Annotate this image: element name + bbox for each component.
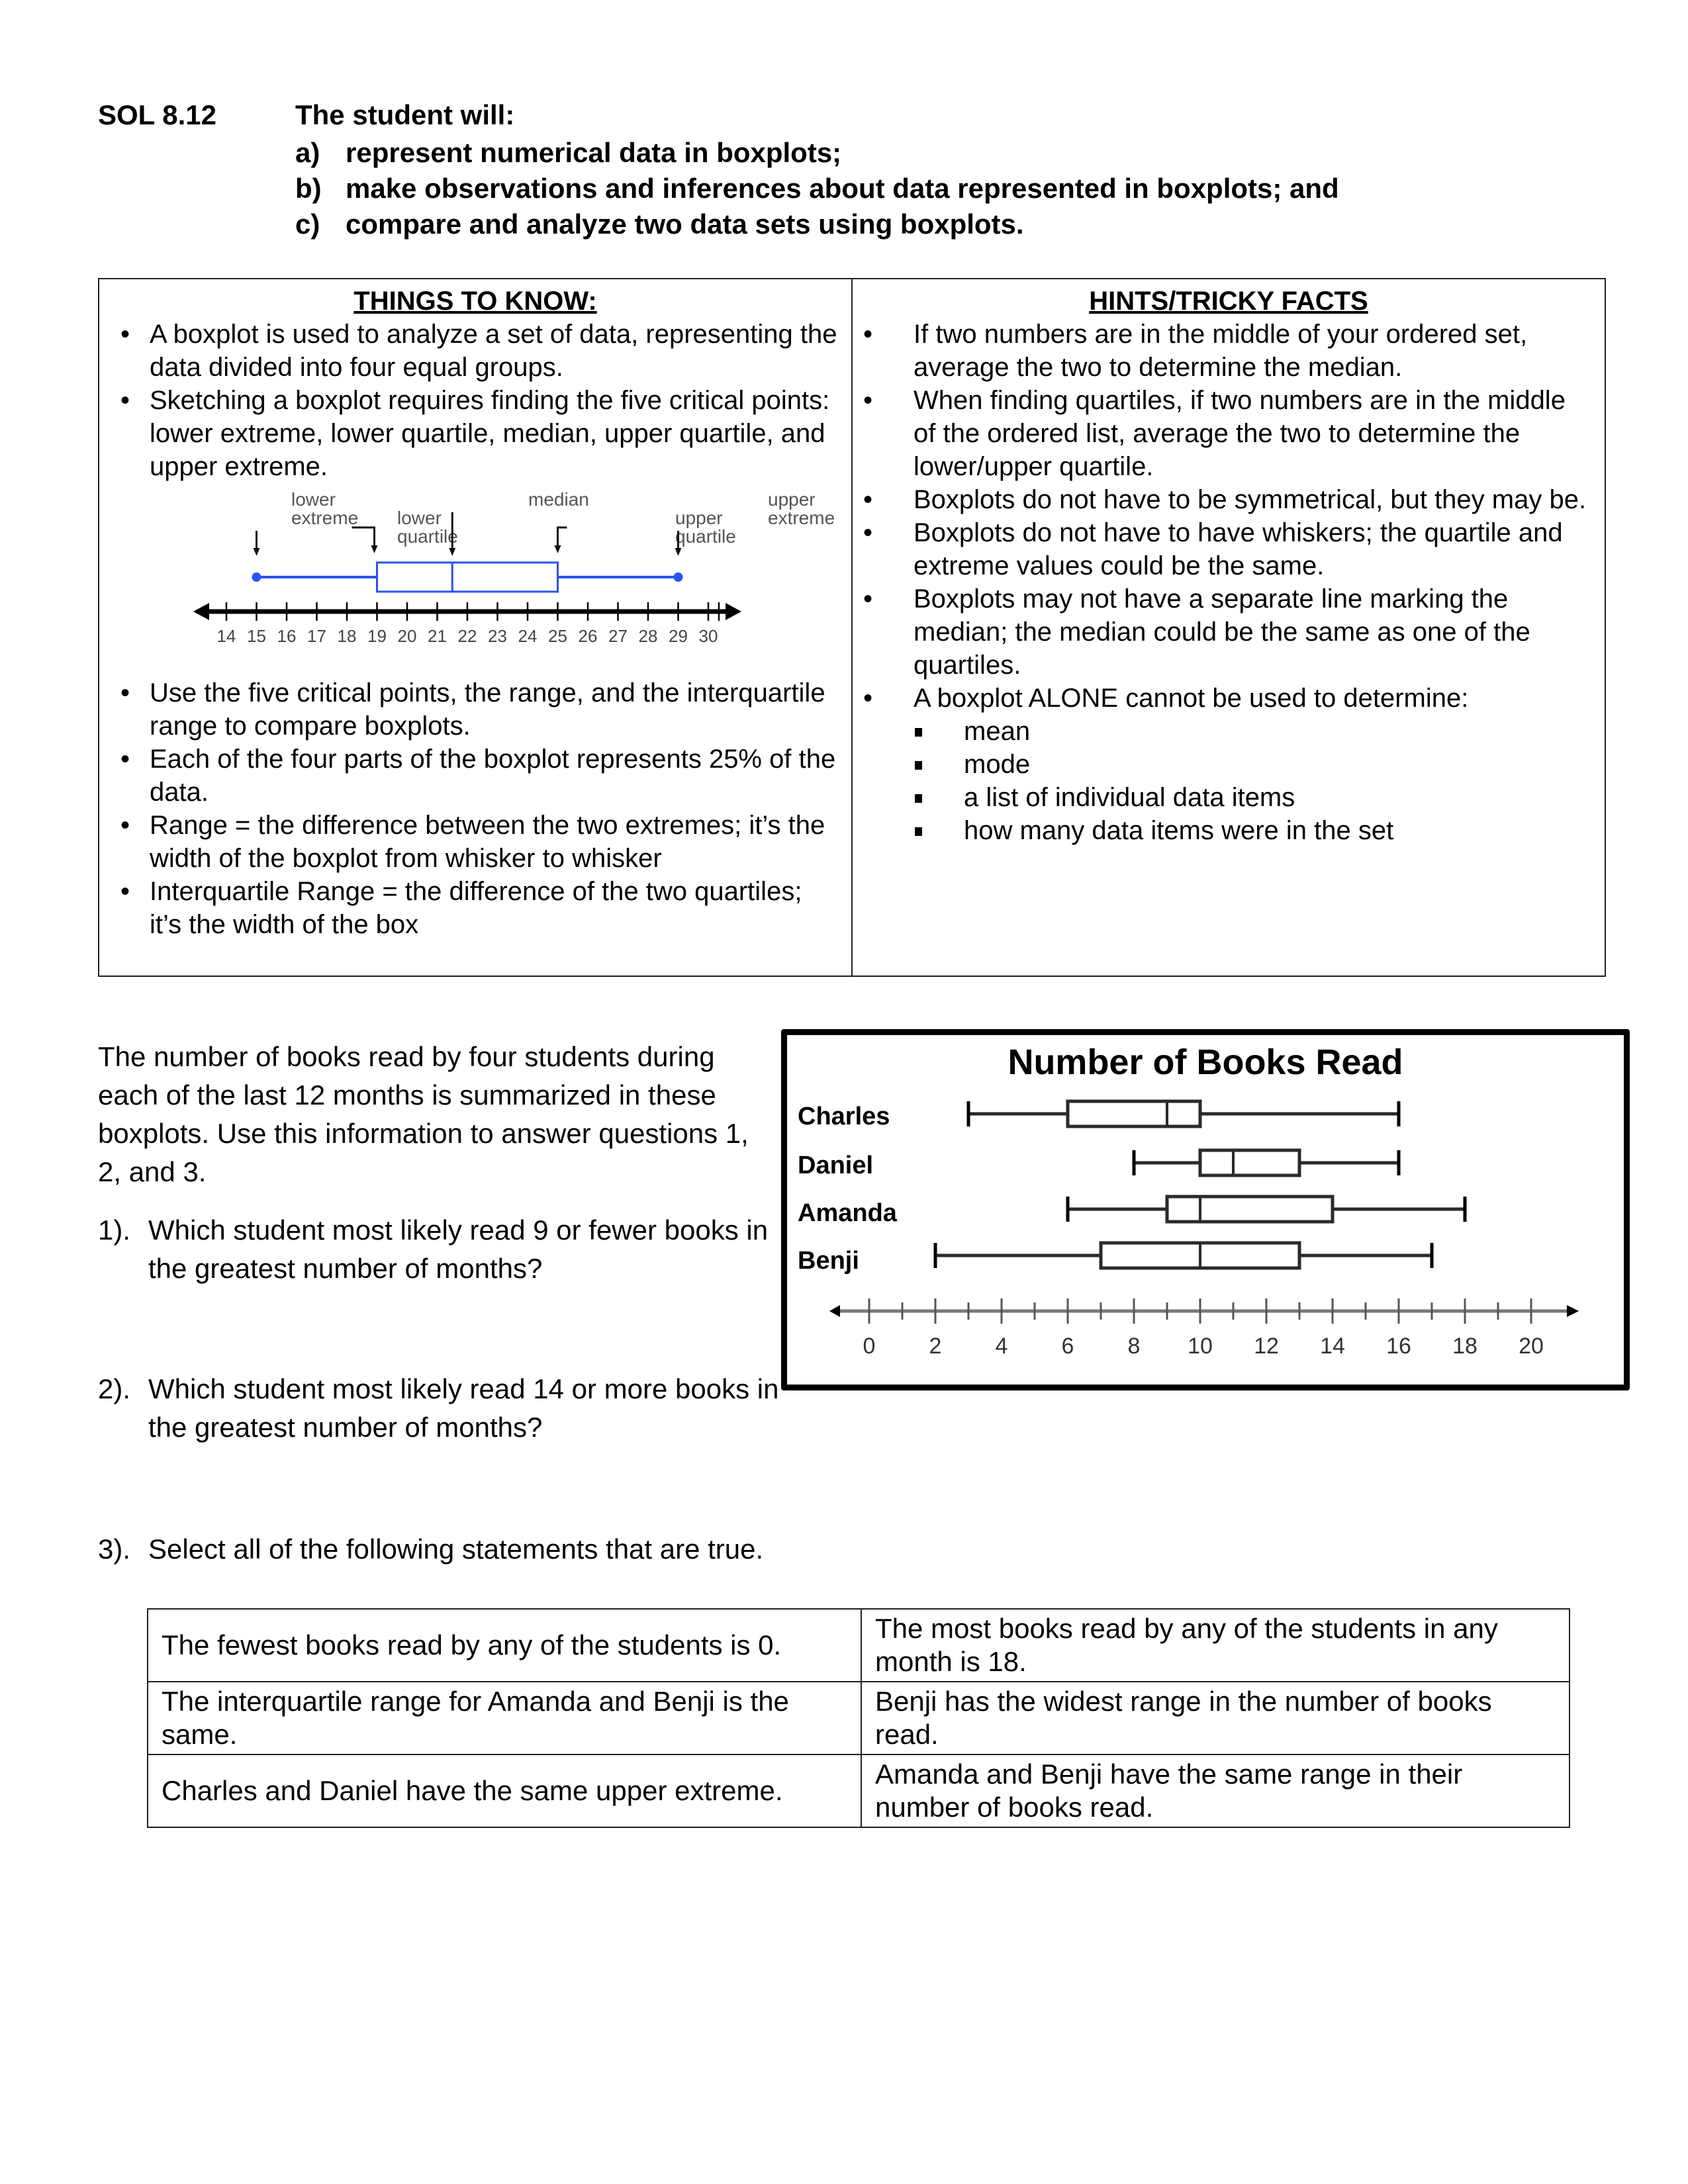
list-item: • Each of the four parts of the boxplot represents 25% of the data. [117,743,838,809]
row-label-charles: Charles [798,1103,890,1130]
question-text: Select all of the following statements that are true. [148,1533,764,1565]
list-item: • Boxplots may not have a separate line marking the median; the median could be the same as one of the quartiles. [853,582,1591,682]
svg-text:29: 29 [669,626,688,646]
question-number: 3). [98,1533,131,1565]
svg-text:19: 19 [367,626,387,646]
svg-text:16: 16 [277,626,297,646]
svg-text:2: 2 [929,1334,942,1359]
label-upper-extreme: upper extreme [768,491,835,528]
objective-item: a) represent numerical data in boxplots; [295,137,842,168]
list-item: • Sketching a boxplot requires finding the five critical points: lower extreme, lower quartile, median, upper quartile, and upper extreme. [117,384,838,483]
svg-text:22: 22 [457,626,477,646]
row-label-daniel: Daniel [798,1152,874,1179]
objective-item: c) compare and analyze two data sets using boxplots. [295,208,1024,240]
statements-table [147,1608,1570,1828]
list-item: • A boxplot ALONE cannot be used to determine: mean mode a list of individual data items how many data items were in the set [853,682,1591,847]
svg-text:20: 20 [1519,1334,1544,1359]
sub-list-item: mode [914,748,1591,781]
boxplot-benji [935,1243,1432,1268]
statement-cell[interactable]: The most books read by any of the students in any month is 18. [861,1609,1570,1682]
statement-cell[interactable]: Amanda and Benji have the same range in their number of books read. [861,1754,1570,1827]
statement-cell[interactable]: The interquartile range for Amanda and Benji is the same. [148,1682,861,1754]
sub-list-item: a list of individual data items [914,781,1591,814]
label-lower-quartile: lower quartile [397,508,458,547]
svg-text:12: 12 [1254,1334,1279,1359]
list-item: • Boxplots do not have to be symmetrical, but they may be. [853,483,1591,516]
row-label-amanda: Amanda [798,1199,897,1227]
list-item: • Use the five critical points, the range, and the interquartile range to compare boxplots. [117,676,838,743]
svg-text:27: 27 [608,626,628,646]
boxplot-daniel [1134,1150,1399,1175]
statement-cell[interactable]: The fewest books read by any of the students is 0. [148,1609,861,1682]
things-to-know-column [99,279,853,976]
svg-text:16: 16 [1386,1334,1411,1359]
boxplot-area [787,1035,1624,1385]
svg-text:10: 10 [1188,1334,1213,1359]
svg-text:30: 30 [698,626,718,646]
question-text: Which student most likely read 9 or fewer books in the greatest number of months? [148,1214,769,1284]
objective-item: b) make observations and inferences about data represented in boxplots; and [295,173,1339,204]
boxplot-charles [968,1101,1399,1126]
table-row [148,1682,1570,1754]
svg-text:6: 6 [1061,1334,1074,1359]
sub-list-item: mean [914,715,1591,748]
table-row [148,1754,1570,1827]
hints-column [853,279,1605,976]
svg-text:20: 20 [397,626,417,646]
things-to-know-list [99,318,851,483]
question-number: 1). [98,1214,131,1246]
question-2 [98,1370,800,1447]
objectives-list [295,135,1339,242]
list-item: • Boxplots do not have to have whiskers; the quartile and extreme values could be the same. [853,516,1591,582]
question-1 [98,1211,800,1288]
hints-list [853,318,1605,847]
reference-boxplot [192,491,854,650]
svg-text:28: 28 [638,626,658,646]
row-label-benji: Benji [798,1247,859,1275]
things-to-know-list-2 [99,676,851,941]
sol-code: SOL 8.12 [98,99,216,130]
statement-cell[interactable]: Benji has the widest range in the number of books read. [861,1682,1570,1754]
svg-text:4: 4 [995,1334,1008,1359]
svg-text:18: 18 [337,626,357,646]
svg-text:14: 14 [1320,1334,1345,1359]
svg-text:23: 23 [488,626,507,646]
list-item: • A boxplot is used to analyze a set of data, representing the data divided into four equal groups. [117,318,838,384]
chart-title: Number of Books Read [1008,1042,1403,1082]
cannot-determine-list [914,715,1591,847]
list-item: • Range = the difference between the two extremes; it’s the width of the boxplot from whisker to whisker [117,809,838,875]
info-table [98,278,1606,977]
things-to-know-heading: THINGS TO KNOW: [353,287,597,316]
svg-text:18: 18 [1452,1334,1477,1359]
svg-text:26: 26 [578,626,598,646]
svg-text:15: 15 [247,626,266,646]
question-text: Which student most likely read 14 or more books in the greatest number of months? [148,1373,779,1443]
list-item: • If two numbers are in the middle of your ordered set, average the two to determine the median. [853,318,1591,384]
svg-text:0: 0 [863,1334,876,1359]
list-item: • When finding quartiles, if two numbers are in the middle of the ordered list, average the two to determine the lower/upper quartile. [853,384,1591,483]
svg-text:17: 17 [307,626,326,646]
label-upper-quartile: upper quartile [675,508,736,547]
question-3 [98,1530,1091,1569]
label-lower-extreme: lower extreme [291,491,359,528]
books-read-chart [781,1029,1630,1390]
problem-intro: The number of books read by four students during each of the last 12 months is summarized in these boxplots. Use this information to answer questions 1, 2, and 3. [98,1041,749,1187]
sub-list-item: how many data items were in the set [914,814,1591,847]
sol-lead: The student will: [295,99,515,130]
svg-text:24: 24 [518,626,538,646]
table-row [148,1609,1570,1682]
question-number: 2). [98,1373,131,1404]
label-median: median [528,491,589,510]
svg-text:25: 25 [548,626,567,646]
hints-heading: HINTS/TRICKY FACTS [1089,287,1368,316]
list-item: • Interquartile Range = the difference of the two quartiles; it’s the width of the box [117,875,838,941]
svg-text:21: 21 [428,626,447,646]
svg-text:14: 14 [216,626,236,646]
x-axis [829,1298,1579,1359]
statement-cell[interactable]: Charles and Daniel have the same upper extreme. [148,1754,861,1827]
boxplot-amanda [1068,1197,1465,1222]
svg-text:8: 8 [1127,1334,1141,1359]
